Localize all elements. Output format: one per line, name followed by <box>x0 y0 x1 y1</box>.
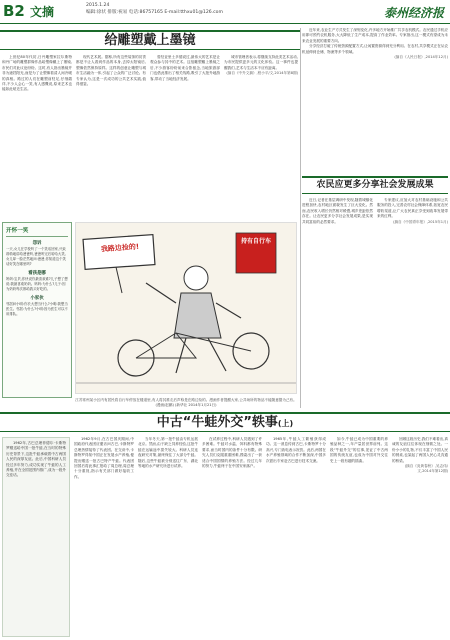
sidebar-item: 怨诉 一天,女儿在学校听了一个笑话回家,兴致勃勃地讲给爸爸听,爸爸听完后哈哈大笑,女儿却一脸茫然地问:爸爸,你知道这个笑话好笑在哪里吗? <box>6 241 66 266</box>
issue-date: 2015.1.24 <box>86 3 110 8</box>
article3-col2: 专家建议,应加大对农村基础设施和公共服务的投入,完善农村社会保障体系,拓宽农民增收渠道,让广大农民真正享受到改革发展带来的红利。 (摘自《中国青年报》,2015年1月) <box>377 198 448 224</box>
masthead <box>0 0 450 24</box>
right-top-body: 近年来,农业生产方式发生了深刻变化,许多地方开始推广共享农机模式。农民通过手机应用即可预约农机服务,大大降低了生产成本,提高了作业效率。专家指出,这一模式有望成为未来农业发展的重要方向。 <box>302 28 448 43</box>
humor-sidebar <box>2 222 72 398</box>
red-sign-text: 持有自行车 <box>240 238 271 245</box>
article2-col4: 1965年,牛蛙人工繁殖获得成功。这一消息传到古巴,卡斯特罗十分高兴,专门致电表示祝贺。此后,两国在水产养殖领域的合作不断加深,中国多次派出专家赴古巴进行技术交流。 <box>266 437 326 463</box>
article1-headline: 给雕塑戴上墨镜 <box>0 30 300 50</box>
editor-line: 编辑:徐状 排版:祝易 <box>86 10 128 15</box>
right-top-body2: 分享经济打破了传统资源配置方式,让闲置资源得到充分利用。在农村,共享模式正在从农机延伸到仓储、物流等多个领域。 <box>302 44 448 54</box>
article3-col1: 近日,记者在基层调研中发现,随着城镇化进程加快,农村地区面貌发生了巨大变化。然而,农民收入增长仍然相对缓慢,城乡差距依然存在。让农民更多分享社会发展成果,是实现共同富裕的必然要求。 <box>302 198 373 224</box>
article1-col4: 城市管理者表示,将继续支持此类艺术活动,为市民提供更多元的文化体验。这一事件也提醒我们,艺术与生活本不应有距离。 (摘自《中外文摘》,程小平/文,2014年第8期) <box>224 55 298 76</box>
article2-col1: 1962年9月,在古巴国庆期间,中国政府代表团应邀访问古巴,卡斯特罗总理热情接待了代表团。在交谈中,卡斯特罗得知中国正在发展水产养殖,便提出赠送一批古巴特产牛蛙。代表团回国后将此事汇报给了周总理,周总理十分重视,指示有关部门做好接收工作。 <box>74 437 134 479</box>
article2-col6: 回顾这段历史,我们不难看出,真诚的友谊往往体现在细微之处。一份小小的礼物,不仅丰富了中国人民的餐桌,也架起了两国人民心灵沟通的桥梁。 (摘自《炎黄春秋》,吴志伟/文,2014年第12期) <box>392 437 448 474</box>
article1-col3: 曾经亚里士多德说过,最伟大的艺术是让观众参与其中的艺术。这组雕塑戴上墨镜之后,不少游客纷纷前来合影留念,当地旅游部门也借此推出了相关线路,吸引了大批外地游客,带动了当地经济发展。 <box>150 55 220 81</box>
cartoon-illustration <box>75 222 297 394</box>
column-divider <box>300 28 301 408</box>
right-top-signature: (摘自《人民日报》,2014年12月) <box>394 55 448 60</box>
right-top-article <box>302 28 448 176</box>
article2-headline: 中古“牛蛙外交”轶事(上) <box>0 412 450 432</box>
cartoon-caption: 江苏常州某小区内有居民将自行车停放在楼道里,有人将其推走后声称是在路边捡的。漫画作者提醒大家,公共场所的物品不能随意据为己有。(漫画/赵鹏) (新华社 2014年1月21日) <box>75 398 297 408</box>
email: E-mail:tthxu01@126.com <box>164 10 223 15</box>
sidebar-title: 开怀一笑 <box>6 226 68 237</box>
sidebar-item: 小家伙 邻居问小明:你长大想当什么?小明:我想当医生。邻居:为什么?小明:因为医生可以不用排队。 <box>6 296 68 316</box>
article2-intro: 1962年,古巴总理菲德尔·卡斯特罗赠送给中国一批牛蛙,在当时的特殊历史背景下,这批牛蛙承载着中古两国人民的深厚友谊。此后,中国科研人员经过多年努力,成功实现了牛蛙的人工养殖,并在全国范围内推广,成为一段外交佳话。 <box>6 441 66 478</box>
article3-signature: (摘自《中国青年报》,2015年1月) <box>393 219 448 224</box>
article1-col1: 上世纪80年代初,日丹雕塑家拉尔斯特和丹广场的雕塑群像作品给塑像戴上了墨镜,市民们对此议论纷纷。这时,有人指出墨镜并非为遮挡阳光,而是为了让塑像看清人间冷暖的真相。路过的人们在雕塑前驻足,仔细端详,不少人会心一笑,有人感慨说,原来艺术也能如此贴近生活。 <box>2 55 72 92</box>
section-name: 文摘 <box>30 5 55 19</box>
article2-col5: 如今,牛蛙已成为中国重要的养殖品种之一,年产量居世界前列。这段“牛蛙外交”的往事,见证了中古两国的传统友谊,也成为中国对外交往史上一段有趣的插曲。 <box>330 437 388 463</box>
article2-col3: 在试养过程中,科研人员遇到了许多困难。牛蛙对水温、饵料都有特殊要求,而当时国内的条件十分有限。研究人员们克服重重困难,摸索出了一套适合中国国情的养殖方法。经过几年的努力,牛蛙终于在中国安家落户。 <box>202 437 262 469</box>
section-letter: B2 <box>3 2 25 20</box>
paper-name: 泰州经济报 <box>383 6 444 20</box>
phone: 电话:86757165 <box>128 10 163 15</box>
article2-signature: (摘自《炎黄春秋》,吴志伟/文,2014年第12期) <box>404 464 448 474</box>
masthead-meta <box>86 2 223 16</box>
sign-text: 我路边捡的! <box>100 242 140 254</box>
sidebar-item: 看孩是哪 妈妈:宝贝,你快说你最喜欢谁?儿子想了想说:我最喜欢奶奶。妈妈:为什么?儿子:因为奶奶每次都给我买好吃的。 <box>6 271 68 291</box>
headline-suffix: (上) <box>277 419 294 428</box>
article1-col2: 现代艺术展。据称,所有这些装饰的初衷都是不让人看到作品的本身,去掉太阳镜后,塑像依然保持原样。这样的创意让雕塑与城市生活融为一体,引起了公众的广泛讨论。有专家认为,这是一次成功的公共艺术实践,值得借鉴。 <box>76 55 146 87</box>
article3-headline: 农民应更多分享社会发展成果 <box>302 176 448 194</box>
article2-col2: 当年冬天,第一批牛蛙由专机运抵北京。然而,由于缺乏饲养经验,这批牛蛙在运输途中损失较大。科研人员连夜研究对策,最终保住了大部分牛蛙。随后,这些牛蛙被分别送往广东、湖北等地的水产研究所进行试养。 <box>138 437 198 469</box>
article1-signature: (摘自《中外文摘》,程小平/文,2014年第8期) <box>226 71 298 76</box>
article2-intro-box <box>2 437 70 637</box>
